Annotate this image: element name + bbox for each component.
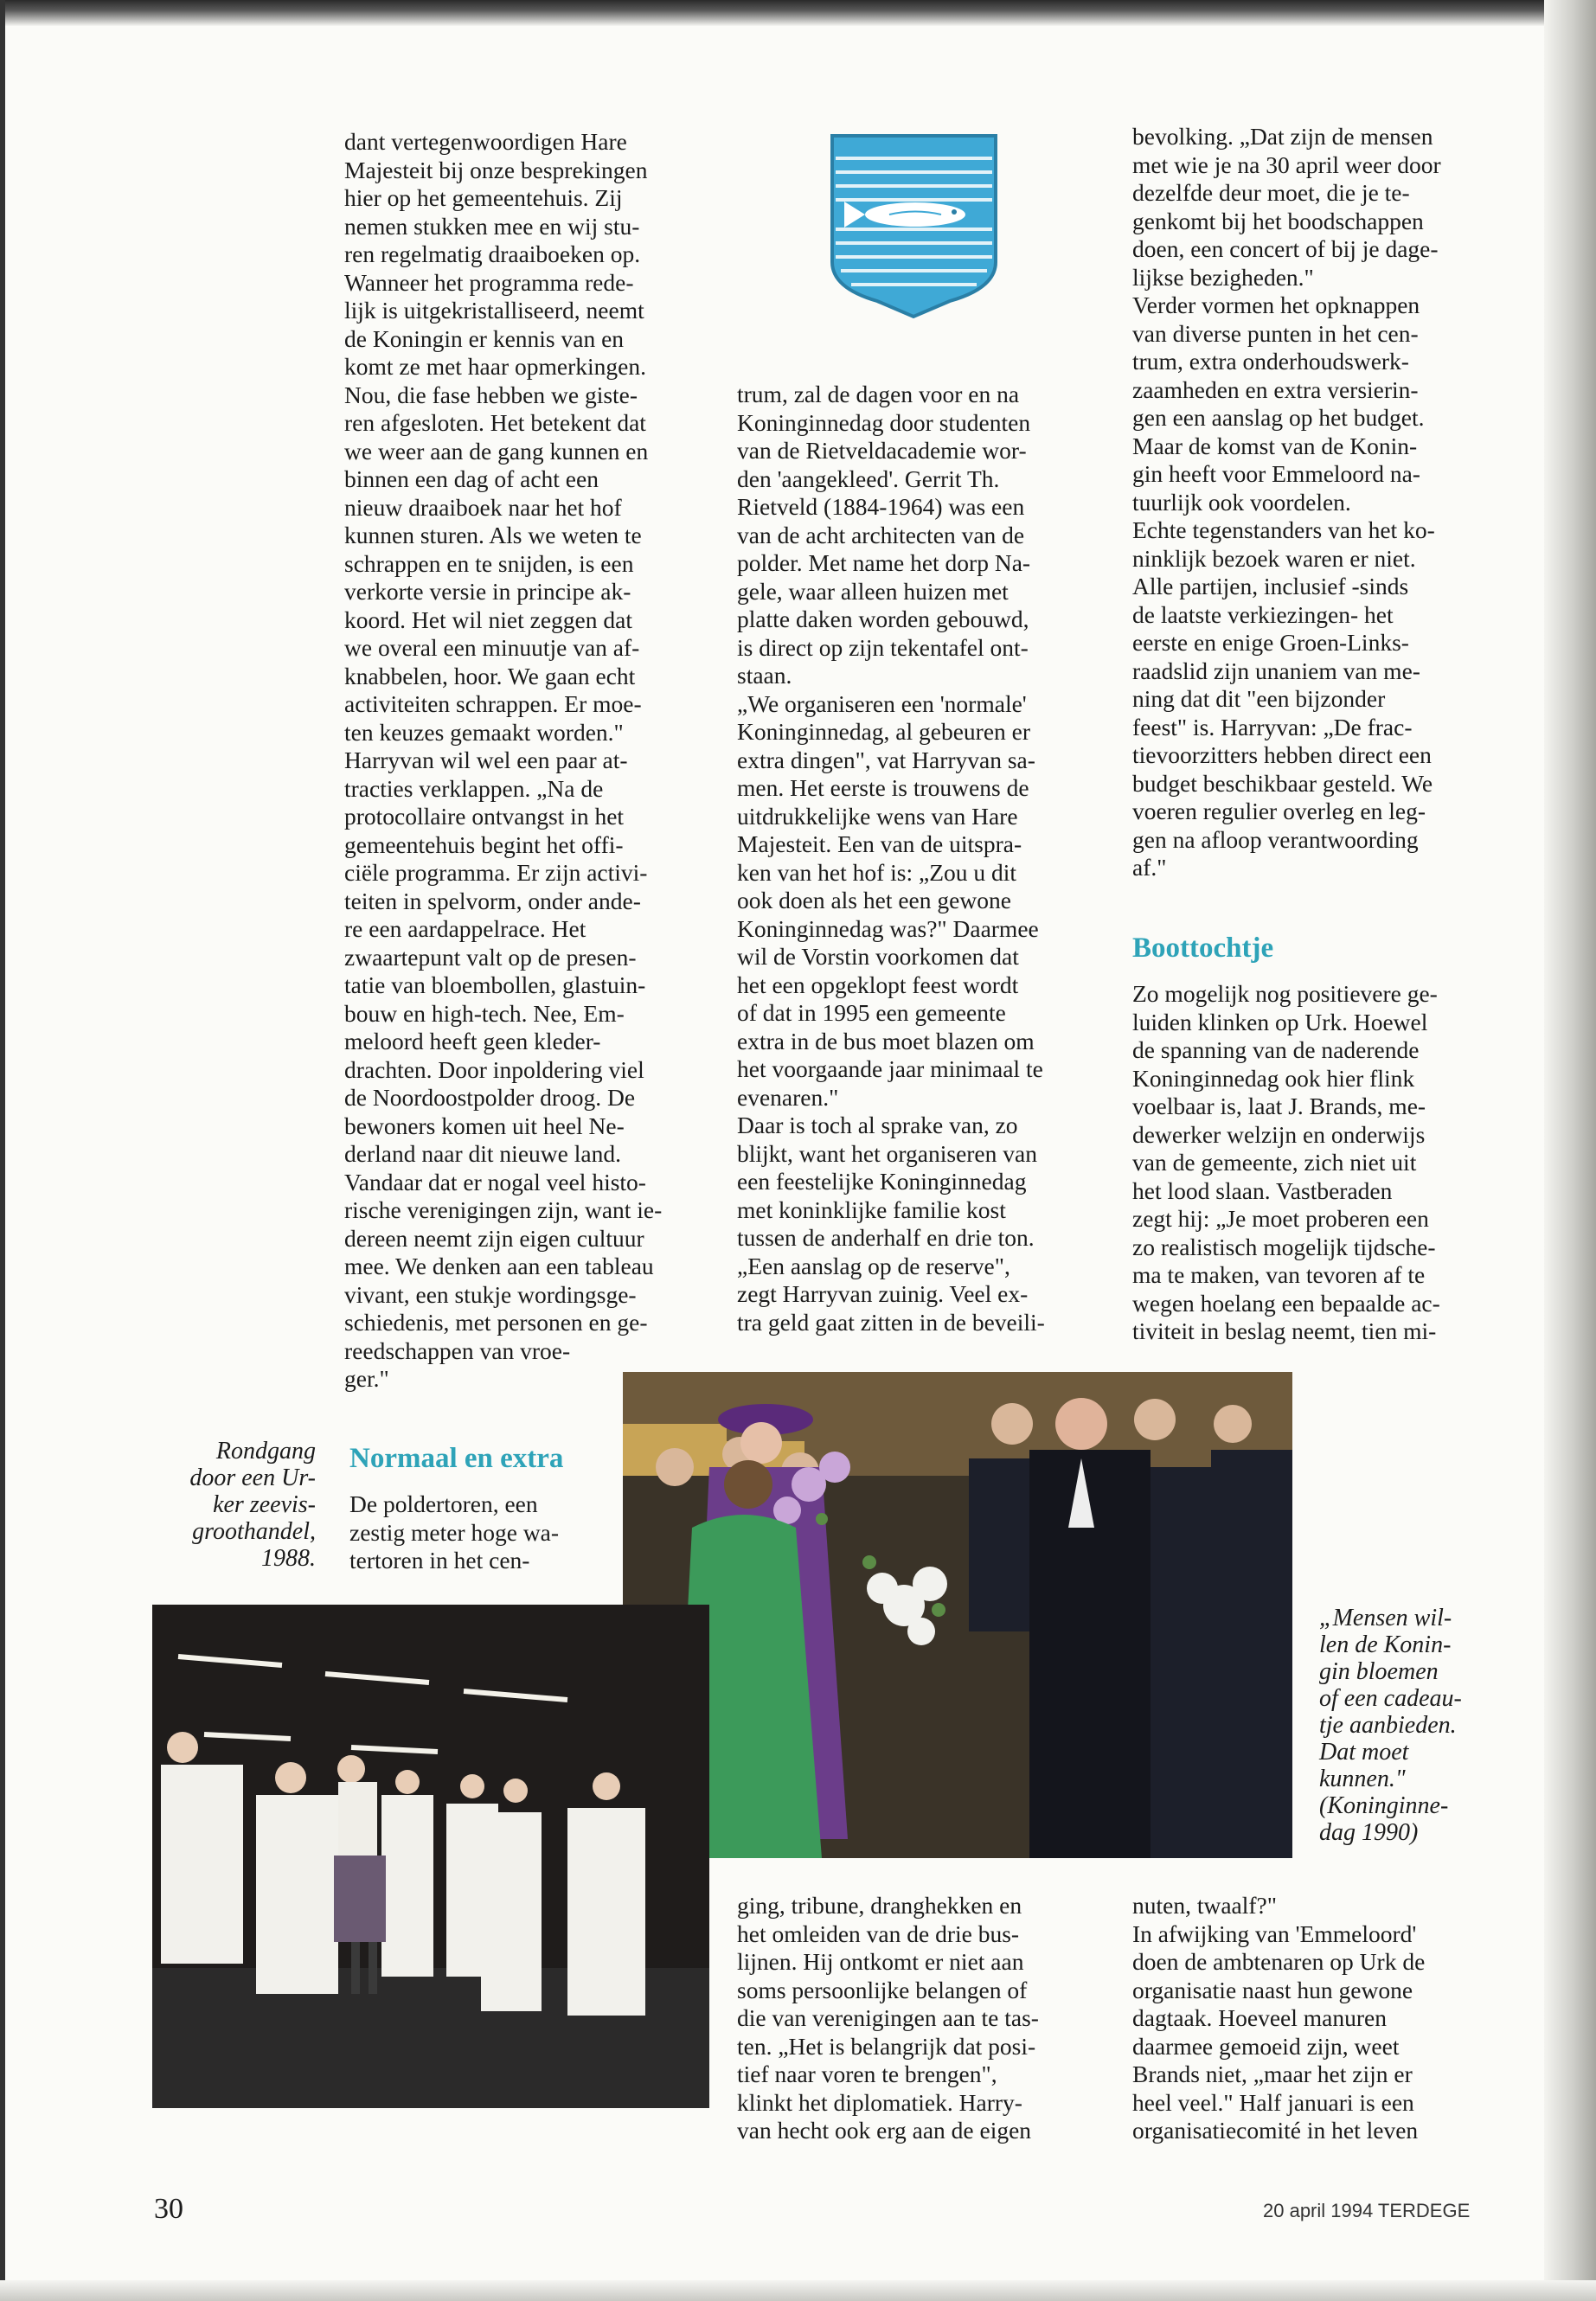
article-column-2 [737, 381, 1100, 1336]
fish-shield-crest-icon [829, 132, 999, 320]
section-heading-normaal-en-extra: Normaal en extra [349, 1443, 564, 1474]
column-2-text: trum, zal de dagen voor en na Koninginnedag door studenten van de Rietveldacademie wor- den 'aangekleed'. Gerrit Th. Rietveld (1884-1964) was een van de acht architecten van de polder. Met name het dorp Na- gele, waar alleen huizen met platte daken worden gebouwd, is direct op zijn tekentafel ont- staan. „We organiseren een 'normale' Koninginnedag, al gebeuren er extra dingen", vat Harryvan sa- men. Het eerste is trouwens de uitdrukkelijke wens van Hare Majesteit. Een van de uitspra- ken van het hof is: „Zou u dit ook doen als het een gewone Koninginnedag was?" Daarmee wil de Vorstin voorkomen dat het een opgeklopt feest wordt of dat in 1995 een gemeente extra in de bus moet blazen om het voorgaande jaar minimaal te evenaren." Daar is toch al sprake van, zo blijkt, want het organiseren van een feestelijke Koninginnedag met koninklijke familie kost tussen de anderhalf en drie ton. „Een aanslag op de reserve", zegt Harryvan zuinig. Veel ex- tra geld gaat zitten in de beveili- [737, 381, 1045, 1336]
section-heading-boottochtje: Boottochtje [1132, 933, 1274, 964]
article-column-1-bottom [349, 1490, 583, 1575]
issue-date-label: 20 april 1994 TERDEGE [1263, 2200, 1471, 2221]
photo-fish-wholesale-tour [152, 1605, 709, 2108]
column-1-bottom-text: De poldertoren, een zestig meter hoge wa- tertoren in het cen- [349, 1490, 560, 1574]
column-3-mid-text: Zo mogelijk nog positievere ge- luiden klinken op Urk. Hoewel de spanning van de naderende Koninginnedag ook hier flink voelbaar is, laat J. Brands, me- dewerker welzijn en onderwijs van de gemeente, zich niet uit het lood slaan. Vastberaden zegt hij: „Je moet proberen een zo realistisch mogelijk tijdsche- ma te maken, van tevoren af te wegen hoelang een bepaalde ac- tiviteit in beslag neemt, tien mi- [1132, 980, 1440, 1344]
column-3-bottom-text: nuten, twaalf?" In afwijking van 'Emmeloord' doen de ambtenaren op Urk de organisatie naast hun gewone dagtaak. Hoeveel manuren daarmee gemoeid zijn, weet Brands niet, „maar het zijn er heel veel." Half januari is een organisatiecomité in het leven [1132, 1892, 1426, 2144]
photo-caption-queens-day: „Mensen wil- len de Konin- gin bloemen of een cadeau- tje aanbieden. Dat moet kunnen." (Koninginne- dag 1990) [1319, 1605, 1462, 1846]
article-column-3 [1132, 123, 1496, 882]
photo-caption-fish-wholesale: Rondgang door een Ur- ker zeevis- groothandel, 1988. [189, 1438, 316, 1572]
scan-edge-right [1544, 0, 1596, 2301]
scan-edge-left [0, 0, 5, 2301]
column-1-text: dant vertegenwoordigen Hare Majesteit bij onze besprekingen hier op het gemeentehuis. Zij nemen stukken mee en wij stu- ren regelmatig draaiboeken op. Wanneer het programma rede- lijk is uitgekristalliseerd, neemt de Koningin er kennis van en komt ze met haar opmerkingen. Nou, die fase hebben we giste- ren afgesloten. Het betekent dat we weer aan de gang kunnen en binnen een dag of acht een nieuw draaiboek naar het hof kunnen sturen. Als we weten te schrappen en te snijden, is een verkorte versie in principe ak- koord. Het wil niet zeggen dat we overal een minuutje van af- knabbelen, hoor. We gaan echt activiteiten schrappen. Er moe- ten keuzes gemaakt worden." Harryvan wil wel een paar at- tracties verklappen. „Na de protocollaire ontvangst in het gemeentehuis begint het offi- ciële programma. Er zijn activi- teiten in spelvorm, onder ande- re een aardappelrace. Het zwaartepunt valt op de presen- tatie van bloembollen, glastuin- bouw en high-tech. Nee, Em- meloord heeft geen kleder- drachten. Door inpoldering viel de Noordoostpolder droog. De bewoners komen uit heel Ne- derland naar dit nieuwe land. Vandaar dat er nogal veel histo- rische verenigingen zijn, want ie- dereen neemt zijn eigen cultuur mee. We denken aan een tableau vivant, een stukje wordingsge- schiedenis, met personen en ge- reedschappen van vroe- ger." [344, 128, 663, 1392]
photo-queen-receiving-flowers [623, 1372, 1292, 1858]
scan-edge-top [0, 0, 1596, 26]
article-column-1 [344, 128, 708, 1394]
column-2-bottom-text: ging, tribune, dranghekken en het omleiden van de drie bus- lijnen. Hij ontkomt er niet aan soms persoonlijke belangen of die van verenigingen aan te tas- ten. „Het is belangrijk dat posi- tief naar voren te brengen", klinkt het diplomatiek. Harry- van hecht ook erg aan de eigen [737, 1892, 1039, 2144]
article-column-3-bottom [1132, 1892, 1496, 2145]
page-number: 30 [154, 2193, 183, 2225]
column-3-text: bevolking. „Dat zijn de mensen met wie je na 30 april weer door dezelfde deur moet, die je te- genkomt bij het boodschappen doen, een concert of bij je dage- lijkse bezigheden." Verder vormen het opknappen van diverse punten in het cen- trum, extra onderhoudswerk- zaamheden en extra versierin- gen een aanslag op het budget. Maar de komst van de Konin- gin heeft voor Emmeloord na- tuurlijk ook voordelen. Echte tegenstanders van het ko- ninklijk bezoek waren er niet. Alle partijen, inclusief -sinds de laatste verkiezingen- het eerste en enige Groen-Links- raadslid zijn unaniem van me- ning dat dit "een bijzonder feest" is. Harryvan: „De frac- tievoorzitters hebben direct een budget beschikbaar gesteld. We voeren regulier overleg en leg- gen na afloop verantwoording af." [1132, 123, 1441, 881]
scan-edge-bottom [0, 2280, 1596, 2301]
article-column-3-mid [1132, 980, 1496, 1346]
article-column-2-bottom [737, 1892, 1100, 2145]
